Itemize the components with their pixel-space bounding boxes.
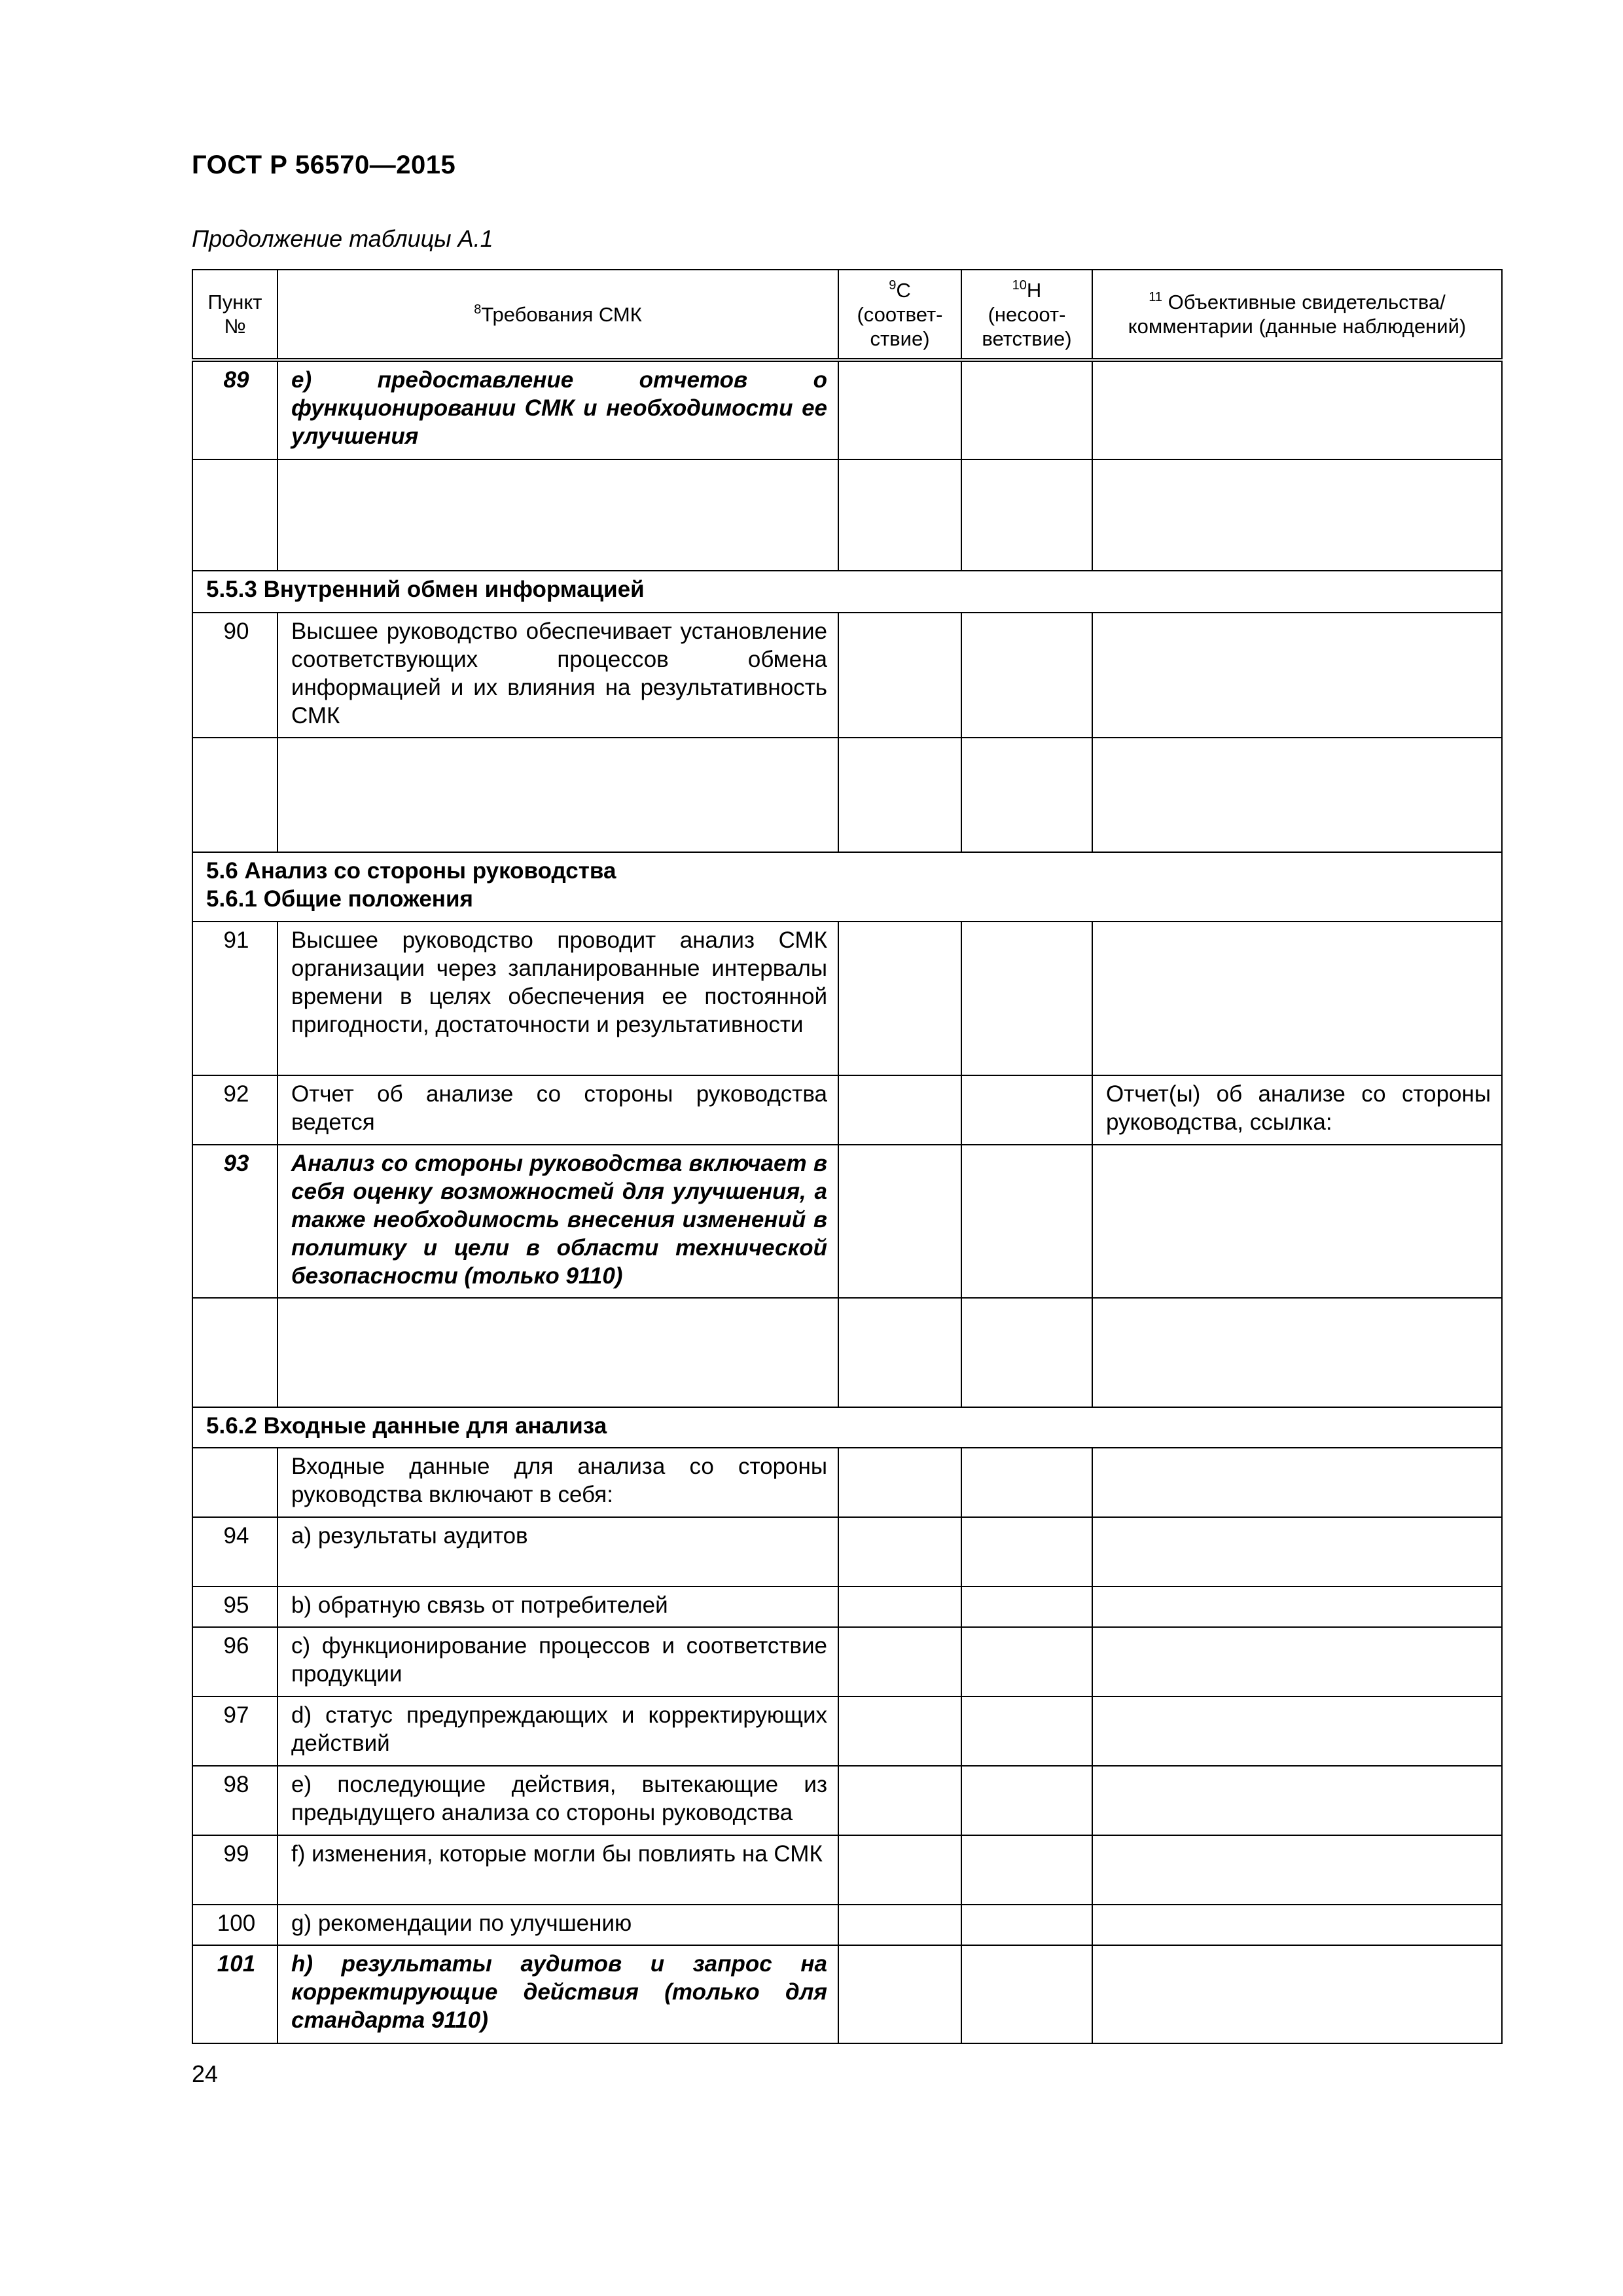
evidence-cell[interactable] <box>1092 1835 1502 1905</box>
requirement-text: a) результаты аудитов <box>277 1517 838 1587</box>
compliance-cell[interactable] <box>838 738 961 852</box>
noncompliance-cell[interactable] <box>961 459 1092 571</box>
requirement-text: b) обратную связь от потребителей <box>277 1587 838 1627</box>
section-title: 5.6.2 Входные данные для анализа <box>192 1407 1502 1448</box>
requirement-text: Входные данные для анализа со стороны руководства включают в себя: <box>277 1448 838 1517</box>
row-number: 94 <box>192 1517 277 1587</box>
noncompliance-cell[interactable] <box>961 360 1092 459</box>
compliance-cell[interactable] <box>838 1448 961 1517</box>
table-row <box>192 1587 1502 1627</box>
table-row <box>192 1945 1502 2043</box>
header-num: Пункт № <box>192 270 277 360</box>
header-noncompliance: $^{10}$Н (несоот-ветствие) <box>961 270 1092 360</box>
compliance-cell[interactable] <box>838 1835 961 1905</box>
header-evidence: $^{11}$ Объективные свидетельства/ комментарии (данные наблюдений) <box>1092 270 1502 360</box>
compliance-cell[interactable] <box>838 1298 961 1407</box>
compliance-cell[interactable] <box>838 1696 961 1766</box>
requirement-text: Отчет об анализе со стороны руководства ведется <box>277 1075 838 1145</box>
row-number: 98 <box>192 1766 277 1835</box>
table-row-blank <box>192 459 1502 571</box>
evidence-cell[interactable] <box>1092 1945 1502 2043</box>
page-number: 24 <box>192 2060 219 2087</box>
table-caption: Продолжение таблицы А.1 <box>192 225 493 252</box>
noncompliance-cell[interactable] <box>961 1448 1092 1517</box>
evidence-cell[interactable] <box>1092 1587 1502 1627</box>
noncompliance-cell[interactable] <box>961 1587 1092 1627</box>
compliance-cell[interactable] <box>838 613 961 738</box>
section-title: 5.5.3 Внутренний обмен информацией <box>192 571 1502 613</box>
row-number: 96 <box>192 1627 277 1696</box>
row-number: 90 <box>192 613 277 738</box>
blank-req-cell <box>277 1298 838 1407</box>
requirement-text: e) последующие действия, вытекающие из предыдущего анализа со стороны руководства <box>277 1766 838 1835</box>
table-row <box>192 922 1502 1075</box>
blank-num-cell <box>192 459 277 571</box>
blank-num-cell <box>192 738 277 852</box>
table-row <box>192 1696 1502 1766</box>
noncompliance-cell[interactable] <box>961 1517 1092 1587</box>
row-number: 99 <box>192 1835 277 1905</box>
row-number: 91 <box>192 922 277 1075</box>
table-row <box>192 360 1502 459</box>
table-row <box>192 1627 1502 1696</box>
noncompliance-cell[interactable] <box>961 613 1092 738</box>
row-number: 95 <box>192 1587 277 1627</box>
row-number: 92 <box>192 1075 277 1145</box>
table-row <box>192 1448 1502 1517</box>
requirement-text: e) предоставление отчетов о функционировании СМК и необходимости ее улучшения <box>277 360 838 459</box>
blank-req-cell <box>277 738 838 852</box>
evidence-cell[interactable] <box>1092 1517 1502 1587</box>
requirement-text: f) изменения, которые могли бы повлиять на СМК <box>277 1835 838 1905</box>
row-number: 89 <box>192 360 277 459</box>
compliance-cell[interactable] <box>838 1075 961 1145</box>
evidence-cell[interactable] <box>1092 360 1502 459</box>
compliance-cell[interactable] <box>838 459 961 571</box>
table-row <box>192 1766 1502 1835</box>
table-row-blank <box>192 738 1502 852</box>
noncompliance-cell[interactable] <box>961 1945 1092 2043</box>
row-number: 93 <box>192 1145 277 1298</box>
document-code: ГОСТ Р 56570—2015 <box>192 151 456 179</box>
compliance-cell[interactable] <box>838 1145 961 1298</box>
requirement-text: g) рекомендации по улучшению <box>277 1905 838 1945</box>
evidence-cell[interactable] <box>1092 1627 1502 1696</box>
compliance-cell[interactable] <box>838 1517 961 1587</box>
evidence-cell[interactable] <box>1092 1905 1502 1945</box>
evidence-cell[interactable] <box>1092 1696 1502 1766</box>
table-row <box>192 613 1502 738</box>
blank-num-cell <box>192 1298 277 1407</box>
noncompliance-cell[interactable] <box>961 1075 1092 1145</box>
noncompliance-cell[interactable] <box>961 738 1092 852</box>
header-compliance: $^9$С (соответ-ствие) <box>838 270 961 360</box>
audit-table <box>192 269 1503 2044</box>
noncompliance-cell[interactable] <box>961 1905 1092 1945</box>
evidence-cell[interactable] <box>1092 1766 1502 1835</box>
compliance-cell[interactable] <box>838 360 961 459</box>
header-row <box>192 270 1502 360</box>
row-number: 101 <box>192 1945 277 2043</box>
noncompliance-cell[interactable] <box>961 922 1092 1075</box>
noncompliance-cell[interactable] <box>961 1298 1092 1407</box>
requirement-text: Анализ со стороны руководства включает в себя оценку возможностей для улучшения, а также необходимость внесения изменений в политику и цели в области технической безопасности (только 9110) <box>277 1145 838 1298</box>
section-row <box>192 571 1502 613</box>
evidence-cell[interactable] <box>1092 922 1502 1075</box>
compliance-cell[interactable] <box>838 1945 961 2043</box>
compliance-cell[interactable] <box>838 1905 961 1945</box>
noncompliance-cell[interactable] <box>961 1627 1092 1696</box>
evidence-cell[interactable] <box>1092 459 1502 571</box>
compliance-cell[interactable] <box>838 1627 961 1696</box>
evidence-cell[interactable] <box>1092 1145 1502 1298</box>
section-row <box>192 1407 1502 1448</box>
noncompliance-cell[interactable] <box>961 1145 1092 1298</box>
section-row <box>192 852 1502 922</box>
table-row <box>192 1517 1502 1587</box>
requirement-text: d) статус предупреждающих и корректирующих действий <box>277 1696 838 1766</box>
compliance-cell[interactable] <box>838 1587 961 1627</box>
table-row <box>192 1075 1502 1145</box>
requirement-text: Высшее руководство обеспечивает установление соответствующих процессов обмена информацией и их влияния на результативность СМК <box>277 613 838 738</box>
compliance-cell[interactable] <box>838 1766 961 1835</box>
evidence-text: Отчет(ы) об анализе со стороны руководства, ссылка: <box>1092 1075 1502 1145</box>
compliance-cell[interactable] <box>838 922 961 1075</box>
evidence-cell[interactable] <box>1092 1448 1502 1517</box>
noncompliance-cell[interactable] <box>961 1766 1092 1835</box>
requirement-text: Высшее руководство проводит анализ СМК организации через запланированные интервалы времени в целях обеспечения ее постоянной пригодности, достаточности и результативности <box>277 922 838 1075</box>
section-title-line: 5.6 Анализ со стороны руководства <box>206 858 616 884</box>
requirement-text: c) функционирование процессов и соответствие продукции <box>277 1627 838 1696</box>
requirement-text: h) результаты аудитов и запрос на корректирующие действия (только для стандарта 9110) <box>277 1945 838 2043</box>
subsection-title-line: 5.6.1 Общие положения <box>206 886 473 912</box>
evidence-cell[interactable] <box>1092 613 1502 738</box>
table-row-blank <box>192 1298 1502 1407</box>
evidence-cell[interactable] <box>1092 738 1502 852</box>
row-number <box>192 1448 277 1517</box>
header-requirements: $^8$Требования СМК <box>277 270 838 360</box>
section-title <box>192 852 1502 922</box>
evidence-cell[interactable] <box>1092 1298 1502 1407</box>
row-number: 100 <box>192 1905 277 1945</box>
table-row <box>192 1905 1502 1945</box>
table-row <box>192 1145 1502 1298</box>
noncompliance-cell[interactable] <box>961 1696 1092 1766</box>
blank-req-cell <box>277 459 838 571</box>
row-number: 97 <box>192 1696 277 1766</box>
noncompliance-cell[interactable] <box>961 1835 1092 1905</box>
table-row <box>192 1835 1502 1905</box>
